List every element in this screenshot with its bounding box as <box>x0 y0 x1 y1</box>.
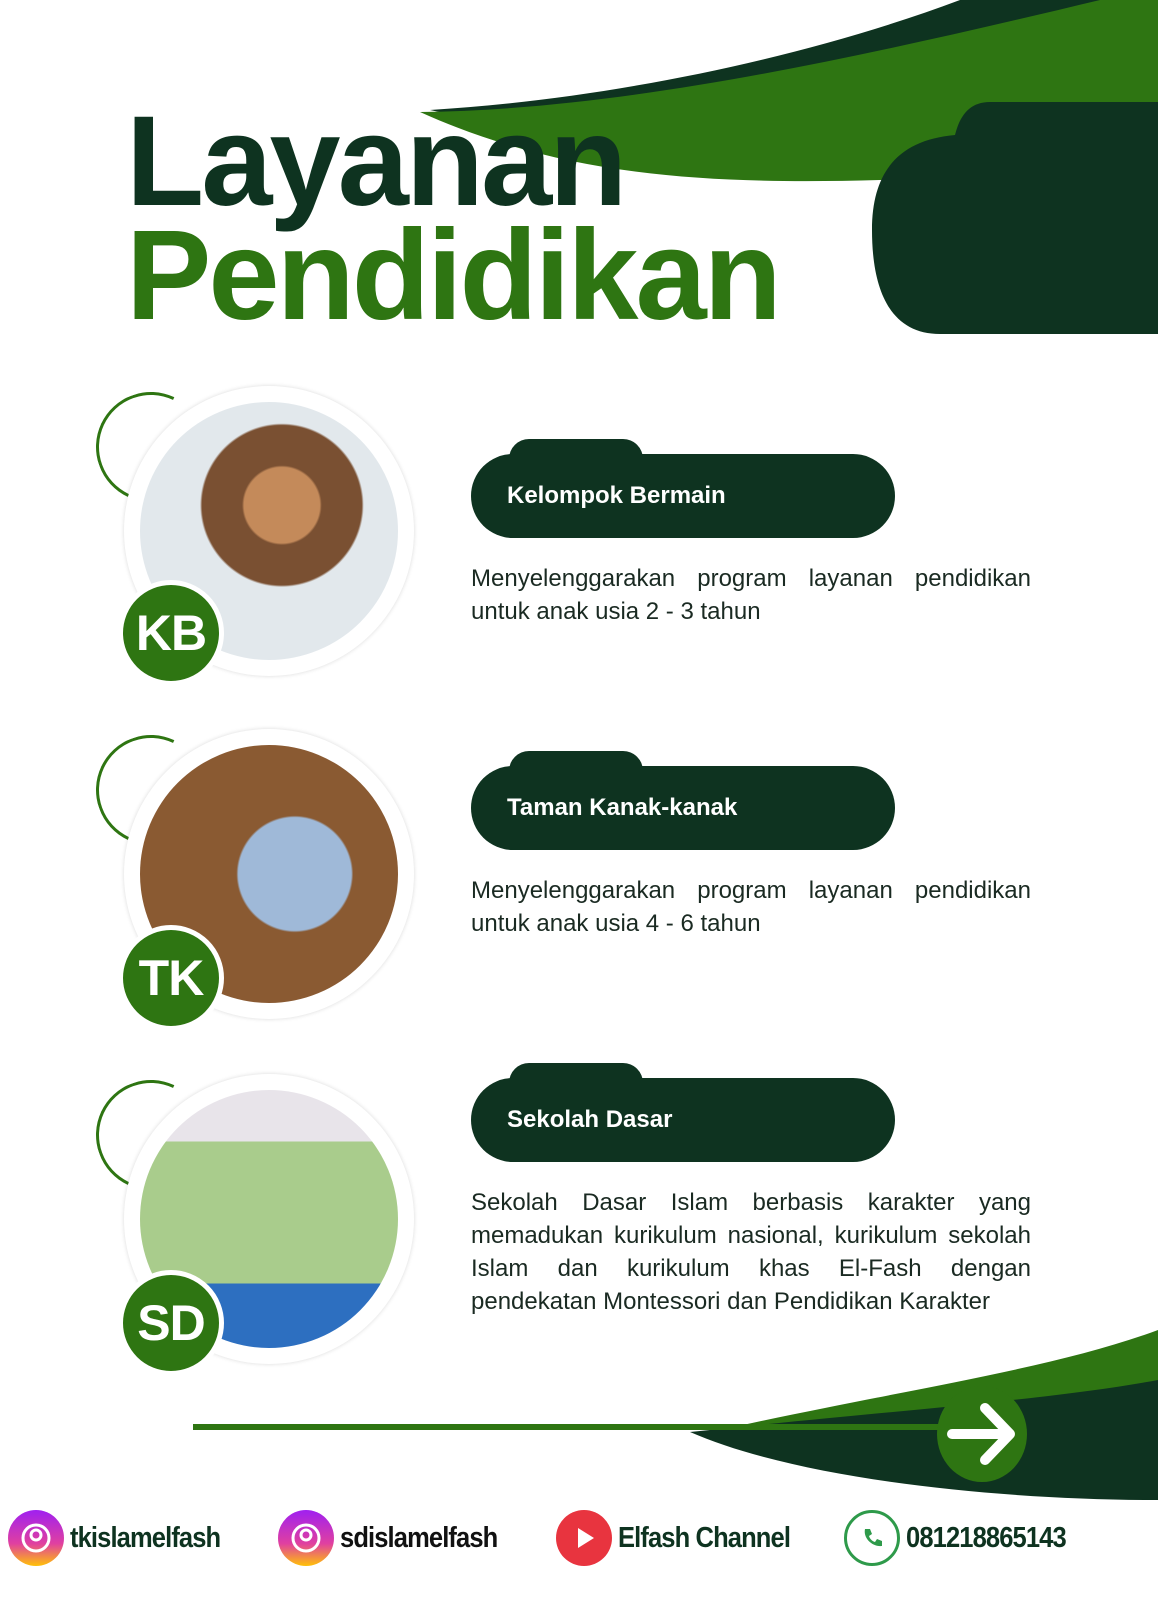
whatsapp-number: 081218865143 <box>906 1521 1066 1554</box>
service-desc-tk: Menyelenggarakan program layanan pendidikan untuk anak usia 4 - 6 tahun <box>471 877 1031 937</box>
whatsapp-link[interactable] <box>844 1510 1088 1566</box>
service-title-tk <box>471 766 895 850</box>
youtube-play-icon <box>556 1510 612 1566</box>
instagram-icon <box>8 1510 64 1566</box>
arrow-button[interactable] <box>937 1386 1027 1482</box>
arrow-line <box>193 1424 953 1430</box>
service-title-text: Taman Kanak-kanak <box>507 794 738 821</box>
service-title-text: Kelompok Bermain <box>507 482 726 509</box>
service-desc-sd: Sekolah Dasar Islam berbasis karakter yang memadukan kurikulum nasional, kurikulum sekolah Islam dan kurikulum khas El-Fash dengan pendekatan Montessori dan Pendidikan Karakter <box>471 1189 1031 1315</box>
service-title-kb <box>471 454 895 538</box>
badge-sd: SD <box>118 1270 224 1376</box>
service-title-sd <box>471 1078 895 1162</box>
instagram-tk-link[interactable] <box>8 1510 241 1566</box>
service-title-text: Sekolah Dasar <box>507 1106 673 1133</box>
title-line-1: Layanan <box>126 90 625 233</box>
youtube-link[interactable] <box>556 1510 814 1566</box>
badge-tk: TK <box>118 925 224 1031</box>
instagram-sd-link[interactable] <box>278 1510 519 1566</box>
service-desc-kb: Menyelenggarakan program layanan pendidikan untuk anak usia 2 - 3 tahun <box>471 565 1031 625</box>
whatsapp-icon <box>844 1510 900 1566</box>
instagram-sd-handle: sdislamelfash <box>340 1521 498 1554</box>
instagram-tk-handle: tkislamelfash <box>70 1521 221 1554</box>
youtube-channel-name: Elfash Channel <box>618 1521 791 1554</box>
title-line-2: Pendidikan <box>126 204 779 347</box>
instagram-icon <box>278 1510 334 1566</box>
badge-kb: KB <box>118 580 224 686</box>
